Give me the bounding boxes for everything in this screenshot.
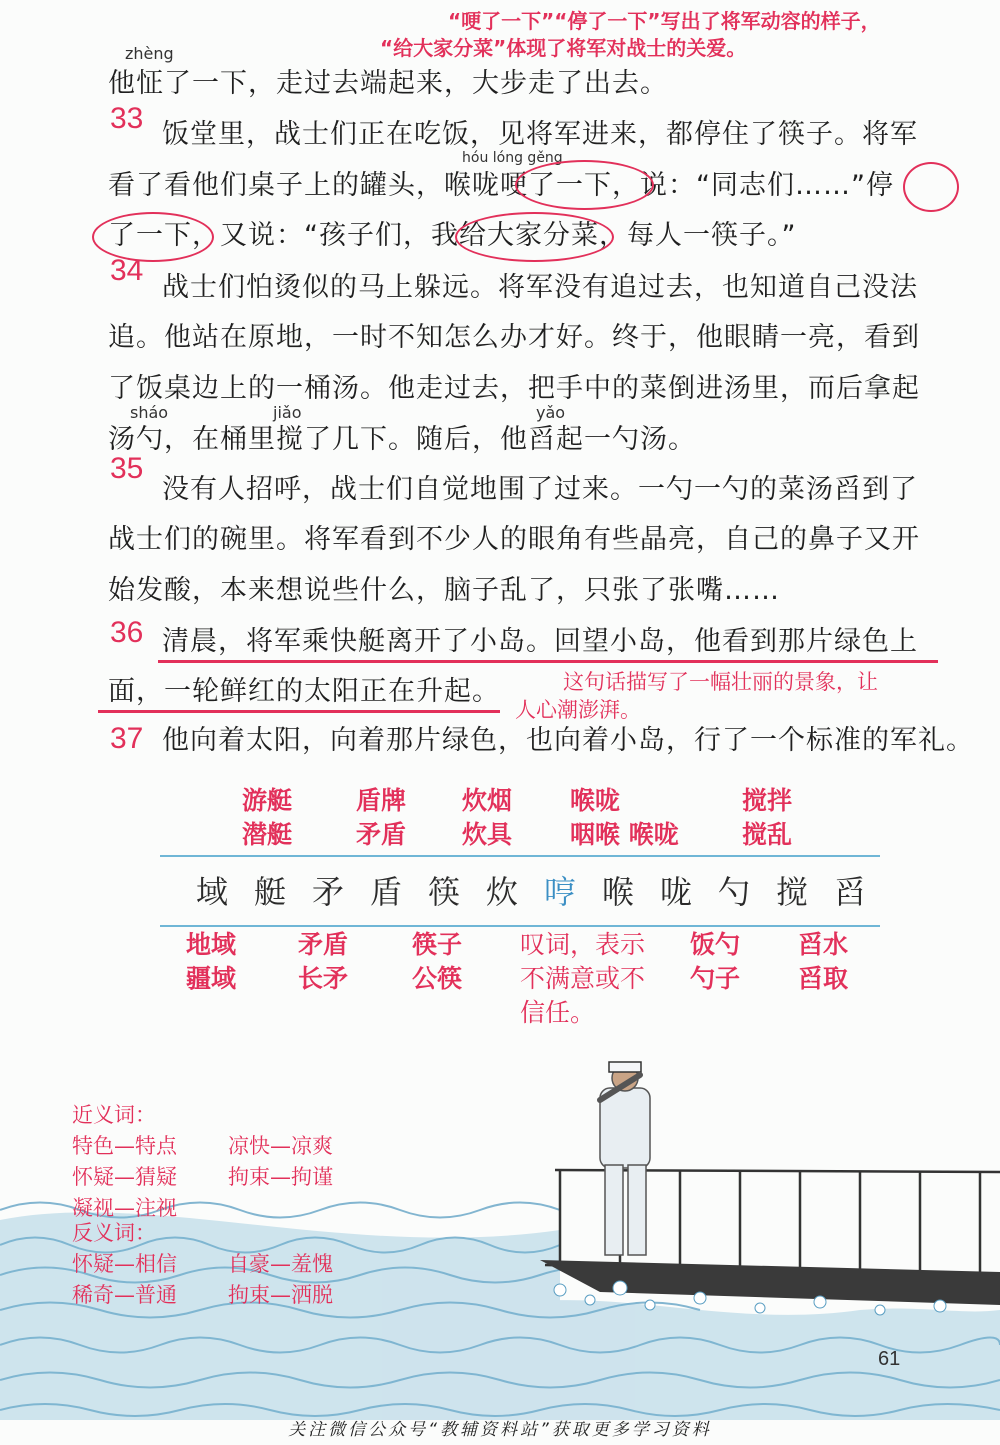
- synonyms-title: 近义词：: [72, 1103, 156, 1127]
- annotation-line: “哽了一下”“停了一下”写出了将军动容的样子，: [448, 9, 881, 33]
- synonym-pair: 拘束—拘谨: [228, 1165, 333, 1189]
- antonyms-title: 反义词：: [72, 1221, 156, 1245]
- text-line: 汤勺，在桶里搅了几下。随后，他舀起一勺汤。: [108, 424, 696, 455]
- vocab-word: 搅拌: [742, 786, 793, 815]
- vocab-word: 炊烟: [462, 786, 513, 815]
- definition-line: 信任。: [520, 998, 596, 1027]
- new-character: 矛: [312, 873, 345, 911]
- vocab-group: [242, 784, 292, 852]
- vocab-word: 潜艇: [242, 820, 293, 849]
- circle-mark: [92, 212, 214, 262]
- circle-mark: [455, 212, 614, 262]
- new-character: 炊: [486, 873, 519, 911]
- vocab-word: 矛盾: [298, 930, 349, 959]
- annotation-line: 人心潮澎湃。: [515, 698, 641, 722]
- vocab-word: 舀水: [798, 930, 849, 959]
- vocab-word: 长矛: [298, 964, 349, 993]
- synonym-pair: 怀疑—猜疑: [72, 1165, 177, 1189]
- vocab-group: [798, 928, 848, 996]
- text-line: 了饭桌边上的一桶汤。他走过去，把手中的菜倒进汤里，而后拿起: [108, 373, 920, 404]
- antonym-pair: 稀奇—普通: [72, 1283, 177, 1307]
- underline-mark: [98, 710, 500, 713]
- antonym-pair: 拘束—洒脱: [228, 1283, 333, 1307]
- text-line: 追。他站在原地，一时不知怎么办才好。终于，他眼睛一亮，看到: [108, 322, 920, 353]
- mid-annotation: [515, 668, 878, 724]
- pinyin-jiao: jiǎo: [273, 403, 302, 422]
- synonym-pair: 凉快—凉爽: [228, 1134, 333, 1158]
- vocab-word: 炊具: [462, 820, 513, 849]
- vocab-group: [742, 784, 792, 852]
- vocab-word: 地域: [186, 930, 237, 959]
- new-character-highlighted: 哼: [544, 873, 577, 911]
- new-character: 盾: [370, 873, 403, 911]
- vocab-group: [570, 784, 679, 852]
- vocab-word: 勺子: [690, 964, 741, 993]
- vocab-word: 公筷: [412, 964, 463, 993]
- vocab-word: 盾牌: [356, 786, 407, 815]
- vocab-group: [186, 928, 236, 996]
- paragraph-number: 37: [110, 722, 144, 755]
- vocab-group: [690, 928, 740, 996]
- vocab-word: 咽喉 喉咙: [570, 820, 679, 849]
- synonym-pair: 特色—特点: [72, 1134, 177, 1158]
- vocab-group: [412, 928, 462, 996]
- circle-mark: [515, 160, 654, 210]
- footer-watermark: 关注微信公众号“教辅资料站”获取更多学习资料: [288, 1420, 712, 1440]
- vocab-group: [462, 784, 512, 852]
- text-line: 面，一轮鲜红的太阳正在升起。: [108, 676, 500, 707]
- vocab-word: 疆域: [186, 964, 237, 993]
- text-line: 战士们的碗里。将军看到不少人的眼角有些晶亮，自己的鼻子又开: [108, 524, 920, 555]
- new-characters-row: [160, 855, 880, 927]
- text-line: 战士们怕烫似的马上躲远。将军没有追过去，也知道自己没法: [162, 272, 918, 303]
- vocab-word: 饭勺: [690, 930, 741, 959]
- vocab-word: 筷子: [412, 930, 463, 959]
- underline-mark: [158, 660, 938, 663]
- new-character: 艇: [254, 873, 287, 911]
- vocab-group: [356, 784, 406, 852]
- new-character: 喉: [602, 873, 635, 911]
- pinyin-zheng: zhèng: [125, 44, 174, 63]
- new-character: 舀: [834, 873, 867, 911]
- text-line: 始发酸，本来想说些什么，脑子乱了，只张了张嘴……: [108, 575, 780, 606]
- new-character: 搅: [776, 873, 809, 911]
- paragraph-number: 36: [110, 616, 144, 649]
- text-line: 他怔了一下，走过去端起来，大步走了出去。: [108, 68, 668, 99]
- vocab-group: [298, 928, 348, 996]
- vocab-word: 搅乱: [742, 820, 793, 849]
- vocab-word: 矛盾: [356, 820, 407, 849]
- text-line: 没有人招呼，战士们自觉地围了过来。一勺一勺的菜汤舀到了: [162, 474, 918, 505]
- paragraph-number: 33: [110, 102, 144, 135]
- pinyin-yao: yǎo: [536, 403, 566, 422]
- paragraph-number: 34: [110, 254, 144, 287]
- annotation-line: “给大家分菜”体现了将军对战士的关爱。: [380, 36, 747, 60]
- text-line: 看了看他们桌子上的罐头，喉咙哽了一下，说：“同志们……”停: [108, 170, 894, 201]
- text-line: 他向着太阳，向着那片绿色，也向着小岛，行了一个标准的军礼。: [162, 725, 974, 756]
- vocab-word: 喉咙: [570, 786, 621, 815]
- top-annotation: [380, 8, 980, 62]
- definition-line: 叹词，表示: [520, 930, 646, 959]
- text-line: 了一下，又说：“孩子们，我给大家分菜，每人一筷子。”: [108, 220, 797, 251]
- sailor-figure: [600, 1062, 650, 1255]
- vocab-word: 游艇: [242, 786, 293, 815]
- new-character: 筷: [428, 873, 461, 911]
- text-line: 饭堂里，战士们正在吃饭，见将军进来，都停住了筷子。将军: [162, 119, 918, 150]
- new-character: 勺: [718, 873, 751, 911]
- new-character: 咙: [660, 873, 693, 911]
- synonym-pair: 凝视—注视: [72, 1196, 177, 1220]
- annotation-line: 这句话描写了一幅壮丽的景象，让: [563, 670, 878, 694]
- paragraph-number: 35: [110, 452, 144, 485]
- new-character: 域: [196, 873, 229, 911]
- vocab-word: 舀取: [798, 964, 849, 993]
- text-line: 清晨，将军乘快艇离开了小岛。回望小岛，他看到那片绿色上: [162, 626, 918, 657]
- antonym-pair: 自豪—羞愧: [228, 1252, 333, 1276]
- circle-mark: [903, 162, 959, 212]
- definition-line: 不满意或不: [520, 964, 646, 993]
- pinyin-houlonggeng: hóu lóng gěng: [462, 150, 563, 166]
- page-number: 61: [878, 1348, 901, 1370]
- antonym-pair: 怀疑—相信: [72, 1252, 177, 1276]
- pinyin-shao: sháo: [130, 403, 169, 422]
- vocab-definition: [520, 928, 645, 1030]
